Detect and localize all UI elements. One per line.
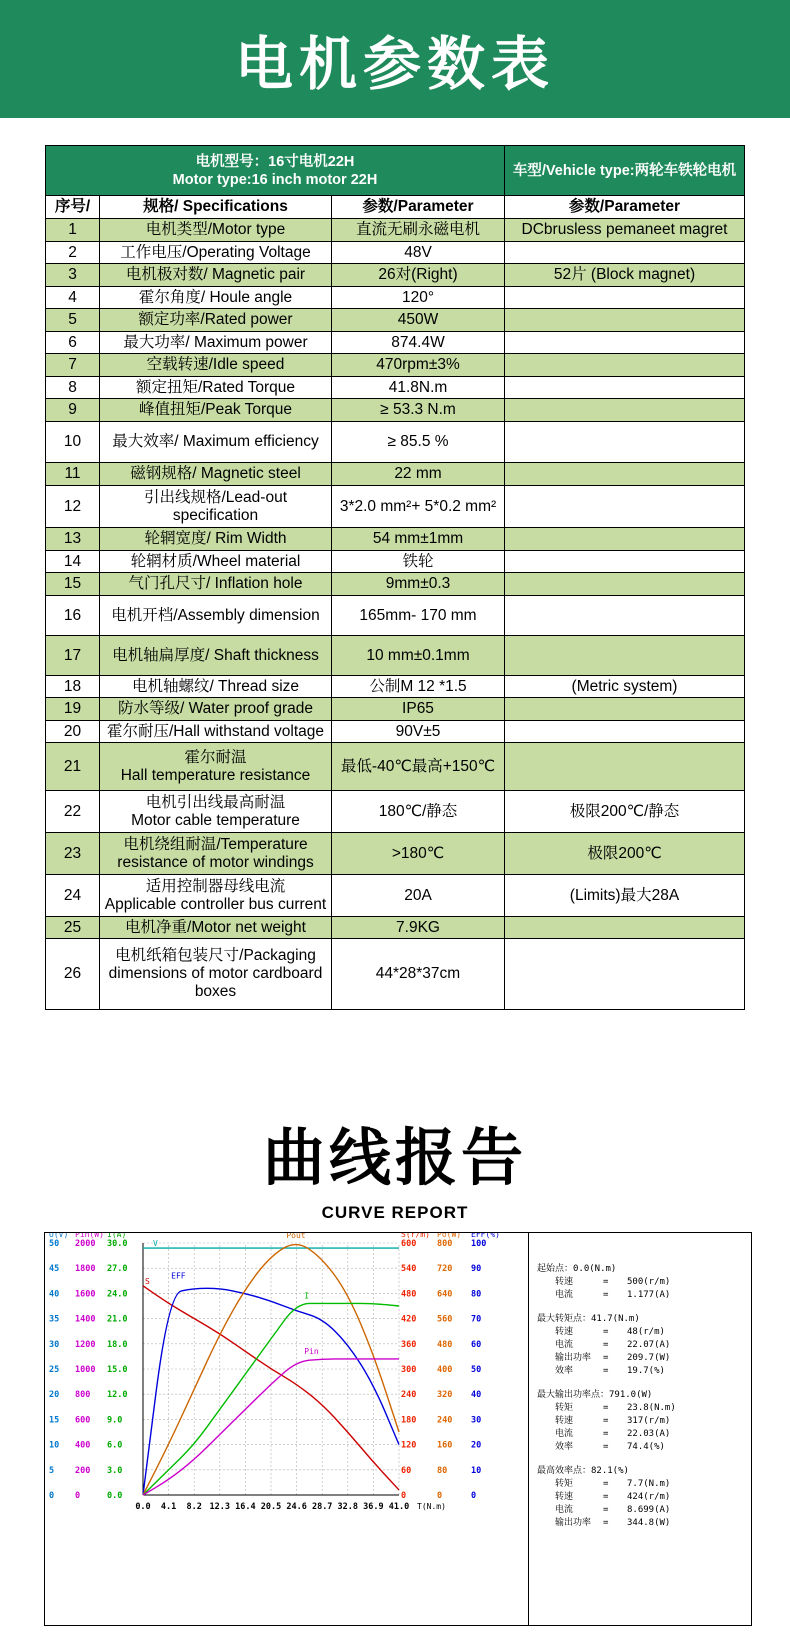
row-spec: 最大效率/ Maximum efficiency — [100, 422, 332, 463]
right-tick-label: 540 — [401, 1264, 417, 1275]
x-tick-label: 32.8 — [337, 1502, 359, 1512]
row-extra — [505, 486, 745, 528]
left-tick-label: 800 — [75, 1390, 91, 1401]
left-tick-label: 1000 — [75, 1365, 96, 1375]
row-param: 450W — [332, 309, 505, 332]
key-point-row: 效率 = 19.7(%) — [555, 1365, 665, 1376]
row-extra — [505, 698, 745, 721]
curve-chart — [45, 1233, 528, 1625]
key-point-title: 最高效率点：82.1(%) — [537, 1466, 629, 1477]
row-spec: 额定功率/Rated power — [100, 309, 332, 332]
right-tick-label: 120 — [401, 1440, 417, 1451]
right-tick-label: 60 — [401, 1465, 412, 1476]
left-tick-label: 50 — [49, 1239, 60, 1249]
table-row — [46, 422, 745, 463]
row-number: 8 — [46, 377, 100, 399]
row-param: ≥ 53.3 N.m — [332, 399, 505, 422]
column-header-row — [46, 196, 745, 219]
table-row — [46, 242, 745, 264]
left-tick-label: 1200 — [75, 1339, 96, 1350]
table-row — [46, 309, 745, 332]
row-spec: 霍尔角度/ Houle angle — [100, 287, 332, 309]
left-tick-label: 1800 — [75, 1264, 96, 1275]
row-number: 5 — [46, 309, 100, 332]
x-tick-label: 4.1 — [160, 1502, 177, 1512]
right-tick-label: 100 — [471, 1239, 487, 1249]
left-tick-label: 9.0 — [107, 1415, 123, 1426]
right-tick-label: 720 — [437, 1264, 453, 1275]
table-row — [46, 939, 745, 1010]
row-param: 公制M 12 *1.5 — [332, 676, 505, 698]
model-line-cn: 电机型号：16寸电机22H — [195, 153, 355, 170]
right-tick-label: 60 — [471, 1339, 482, 1350]
row-spec: 电机引出线最高耐温 Motor cable temperature — [100, 791, 332, 833]
row-spec: 防水等级/ Water proof grade — [100, 698, 332, 721]
row-param: 54 mm±1mm — [332, 528, 505, 551]
left-tick-label: 40 — [49, 1289, 60, 1300]
row-spec: 电机净重/Motor net weight — [100, 917, 332, 939]
row-param: 470rpm±3% — [332, 354, 505, 377]
table-row — [46, 833, 745, 875]
left-tick-label: 45 — [49, 1264, 60, 1275]
right-tick-label: 70 — [471, 1314, 482, 1325]
row-extra — [505, 463, 745, 486]
row-spec: 磁钢规格/ Magnetic steel — [100, 463, 332, 486]
left-tick-label: 24.0 — [107, 1289, 128, 1300]
model-header-row — [46, 146, 745, 196]
key-point-row: 转矩 = 7.7(N.m) — [555, 1479, 671, 1490]
left-axis-label: Pin(W) — [75, 1233, 104, 1239]
key-point-row: 电流 = 22.07(A) — [555, 1339, 671, 1350]
key-point-title: 最大转矩点：41.7(N.m) — [537, 1314, 640, 1325]
key-point-row: 输出功率 = 344.8(W) — [555, 1517, 671, 1528]
row-number: 1 — [46, 219, 100, 242]
series-label: Pin — [304, 1346, 319, 1356]
right-tick-label: 240 — [437, 1415, 453, 1426]
row-extra — [505, 377, 745, 399]
row-param: 874.4W — [332, 332, 505, 354]
title-banner — [0, 0, 790, 118]
row-extra — [505, 551, 745, 573]
row-extra: 极限200℃ — [505, 833, 745, 875]
table-row — [46, 377, 745, 399]
row-param: 10 mm±0.1mm — [332, 636, 505, 676]
table-row — [46, 332, 745, 354]
right-axis-label: S(r/m) — [401, 1233, 430, 1239]
table-row — [46, 698, 745, 721]
row-param: 22 mm — [332, 463, 505, 486]
row-number: 2 — [46, 242, 100, 264]
right-tick-label: 90 — [471, 1264, 482, 1275]
table-row — [46, 875, 745, 917]
row-number: 13 — [46, 528, 100, 551]
table-row — [46, 596, 745, 636]
table-row — [46, 528, 745, 551]
row-param: 3*2.0 mm²+ 5*0.2 mm² — [332, 486, 505, 528]
row-spec: 峰值扭矩/Peak Torque — [100, 399, 332, 422]
row-extra — [505, 528, 745, 551]
row-param: 41.8N.m — [332, 377, 505, 399]
table-row — [46, 636, 745, 676]
right-tick-label: 50 — [471, 1365, 482, 1375]
x-tick-label: 8.2 — [186, 1502, 202, 1512]
chart-divider — [528, 1233, 529, 1625]
row-number: 20 — [46, 721, 100, 743]
row-spec: 工作电压/Operating Voltage — [100, 242, 332, 264]
row-spec: 最大功率/ Maximum power — [100, 332, 332, 354]
row-extra — [505, 309, 745, 332]
right-tick-label: 240 — [401, 1390, 417, 1401]
row-extra: (Metric system) — [505, 676, 745, 698]
model-cell — [46, 146, 505, 196]
right-tick-label: 10 — [471, 1465, 482, 1476]
left-tick-label: 20 — [49, 1390, 60, 1401]
left-tick-label: 30.0 — [107, 1239, 128, 1249]
x-tick-label: 0.0 — [135, 1502, 151, 1512]
left-tick-label: 21.0 — [107, 1314, 128, 1325]
x-axis-label: T(N.m) — [417, 1502, 446, 1511]
row-number: 7 — [46, 354, 100, 377]
row-extra — [505, 743, 745, 791]
left-tick-label: 12.0 — [107, 1390, 128, 1401]
right-tick-label: 0 — [437, 1491, 443, 1501]
series-label: EFF — [171, 1271, 186, 1281]
key-point-row: 转速 = 424(r/m) — [555, 1491, 671, 1502]
key-point-row: 转速 = 48(r/m) — [555, 1327, 665, 1338]
series-label: S — [145, 1276, 150, 1286]
curve-title: 曲线报告 — [262, 1121, 527, 1194]
row-extra — [505, 917, 745, 939]
row-spec: 引出线规格/Lead-out specification — [100, 486, 332, 528]
right-tick-label: 0 — [471, 1491, 477, 1501]
row-extra — [505, 354, 745, 377]
left-axis-label: U(V) — [49, 1233, 69, 1239]
key-point-row: 输出功率 = 209.7(W) — [555, 1352, 671, 1363]
table-row — [46, 264, 745, 287]
key-point-row: 转矩 = 23.8(N.m) — [555, 1403, 676, 1414]
row-number: 11 — [46, 463, 100, 486]
left-tick-label: 35 — [49, 1314, 60, 1325]
row-number: 14 — [46, 551, 100, 573]
row-extra: DCbrusless pemaneet magret — [505, 219, 745, 242]
row-extra — [505, 422, 745, 463]
row-spec: 电机轴扁厚度/ Shaft thickness — [100, 636, 332, 676]
row-extra: (Limits)最大28A — [505, 875, 745, 917]
row-number: 16 — [46, 596, 100, 636]
key-point-row: 转速 = 317(r/m) — [555, 1415, 671, 1426]
curve-chart-panel — [44, 1232, 752, 1626]
table-row — [46, 917, 745, 939]
row-param: 7.9KG — [332, 917, 505, 939]
left-tick-label: 27.0 — [107, 1264, 128, 1275]
key-point-row: 电流 = 1.177(A) — [555, 1289, 671, 1300]
row-number: 9 — [46, 399, 100, 422]
table-row — [46, 287, 745, 309]
series-label: V — [153, 1239, 158, 1249]
row-extra — [505, 332, 745, 354]
row-param: >180℃ — [332, 833, 505, 875]
row-number: 25 — [46, 917, 100, 939]
row-spec: 轮辋宽度/ Rim Width — [100, 528, 332, 551]
x-tick-label: 12.3 — [209, 1502, 231, 1512]
row-param: 20A — [332, 875, 505, 917]
right-tick-label: 300 — [401, 1365, 417, 1375]
right-tick-label: 360 — [401, 1339, 417, 1350]
row-param: 180℃/静态 — [332, 791, 505, 833]
key-point-row: 电流 = 22.03(A) — [555, 1428, 671, 1439]
row-spec: 电机极对数/ Magnetic pair — [100, 264, 332, 287]
right-tick-label: 0 — [401, 1491, 407, 1501]
row-param: ≥ 85.5 % — [332, 422, 505, 463]
left-tick-label: 1400 — [75, 1314, 96, 1325]
row-spec: 额定扭矩/Rated Torque — [100, 377, 332, 399]
left-tick-label: 2000 — [75, 1239, 96, 1249]
key-point-row: 效率 = 74.4(%) — [555, 1441, 665, 1452]
row-extra — [505, 596, 745, 636]
row-number: 15 — [46, 573, 100, 596]
left-tick-label: 200 — [75, 1465, 91, 1476]
model-line-en: Motor type:16 inch motor 22H — [172, 171, 378, 188]
row-number: 24 — [46, 875, 100, 917]
x-tick-label: 36.9 — [363, 1502, 384, 1512]
right-tick-label: 600 — [401, 1239, 417, 1249]
curve-report-heading — [0, 1108, 790, 1223]
row-param: 最低-40℃最高+150℃ — [332, 743, 505, 791]
row-spec: 电机轴螺纹/ Thread size — [100, 676, 332, 698]
left-tick-label: 400 — [75, 1440, 91, 1451]
row-spec: 空载转速/Idle speed — [100, 354, 332, 377]
col-no: 序号/ — [46, 196, 100, 219]
key-point-row: 转速 = 500(r/m) — [555, 1276, 671, 1287]
row-spec: 电机纸箱包装尺寸/Packaging dimensions of motor cardboard boxes — [100, 939, 332, 1010]
row-spec: 电机类型/Motor type — [100, 219, 332, 242]
row-spec: 电机开档/Assembly dimension — [100, 596, 332, 636]
right-tick-label: 80 — [471, 1289, 482, 1300]
left-tick-label: 1600 — [75, 1289, 96, 1300]
right-tick-label: 180 — [401, 1415, 417, 1426]
right-axis-label: EFF(%) — [471, 1233, 500, 1239]
spec-table — [45, 145, 745, 1010]
series-s — [143, 1286, 399, 1490]
right-tick-label: 400 — [437, 1365, 453, 1375]
row-number: 18 — [46, 676, 100, 698]
row-number: 26 — [46, 939, 100, 1010]
row-number: 23 — [46, 833, 100, 875]
table-row — [46, 219, 745, 242]
row-spec: 霍尔耐温 Hall temperature resistance — [100, 743, 332, 791]
right-tick-label: 480 — [437, 1339, 453, 1350]
table-row — [46, 743, 745, 791]
row-extra — [505, 939, 745, 1010]
row-param: 48V — [332, 242, 505, 264]
key-point-row: 电流 = 8.699(A) — [555, 1504, 671, 1515]
x-tick-label: 41.0 — [388, 1502, 410, 1512]
row-extra — [505, 399, 745, 422]
row-param: 44*28*37cm — [332, 939, 505, 1010]
right-tick-label: 800 — [437, 1239, 453, 1249]
x-tick-label: 28.7 — [311, 1502, 333, 1512]
left-tick-label: 3.0 — [107, 1465, 123, 1476]
row-extra: 52片 (Block magnet) — [505, 264, 745, 287]
table-row — [46, 354, 745, 377]
right-tick-label: 480 — [401, 1289, 417, 1300]
left-tick-label: 30 — [49, 1339, 60, 1350]
row-number: 6 — [46, 332, 100, 354]
x-tick-label: 16.4 — [235, 1502, 256, 1512]
col-param2: 参数/Parameter — [505, 196, 745, 219]
row-param: 9mm±0.3 — [332, 573, 505, 596]
left-tick-label: 5 — [49, 1465, 55, 1476]
left-tick-label: 18.0 — [107, 1339, 128, 1350]
col-spec: 规格/ Specifications — [100, 196, 332, 219]
row-extra — [505, 721, 745, 743]
left-tick-label: 600 — [75, 1415, 91, 1426]
left-axis-label: I(A) — [107, 1233, 127, 1239]
row-number: 10 — [46, 422, 100, 463]
row-number: 22 — [46, 791, 100, 833]
right-tick-label: 40 — [471, 1390, 482, 1401]
row-param: 直流无刷永磁电机 — [332, 219, 505, 242]
right-tick-label: 20 — [471, 1440, 482, 1451]
table-row — [46, 551, 745, 573]
row-number: 4 — [46, 287, 100, 309]
row-extra: 极限200℃/静态 — [505, 791, 745, 833]
table-row — [46, 791, 745, 833]
row-extra — [505, 242, 745, 264]
key-point-title: 起始点：0.0(N.m) — [537, 1264, 617, 1274]
col-param: 参数/Parameter — [332, 196, 505, 219]
table-row — [46, 486, 745, 528]
row-number: 19 — [46, 698, 100, 721]
row-param: 90V±5 — [332, 721, 505, 743]
row-number: 21 — [46, 743, 100, 791]
row-param: 120° — [332, 287, 505, 309]
series-eff — [143, 1288, 399, 1495]
page-title: 电机参数表 — [234, 30, 555, 98]
right-tick-label: 560 — [437, 1314, 453, 1325]
right-tick-label: 80 — [437, 1465, 448, 1476]
row-extra — [505, 573, 745, 596]
row-number: 12 — [46, 486, 100, 528]
left-tick-label: 0 — [49, 1491, 55, 1501]
right-tick-label: 420 — [401, 1314, 417, 1325]
left-tick-label: 15 — [49, 1415, 60, 1426]
right-tick-label: 320 — [437, 1390, 453, 1401]
left-tick-label: 0.0 — [107, 1491, 123, 1501]
x-tick-label: 20.5 — [260, 1502, 282, 1512]
row-number: 3 — [46, 264, 100, 287]
key-point-title: 最大输出功率点：791.0(W) — [537, 1390, 653, 1401]
table-row — [46, 721, 745, 743]
row-param: 26对(Right) — [332, 264, 505, 287]
row-spec: 气门孔尺寸/ Inflation hole — [100, 573, 332, 596]
right-tick-label: 640 — [437, 1289, 453, 1300]
row-spec: 轮辋材质/Wheel material — [100, 551, 332, 573]
row-number: 17 — [46, 636, 100, 676]
table-row — [46, 463, 745, 486]
left-tick-label: 15.0 — [107, 1365, 128, 1375]
row-extra — [505, 287, 745, 309]
series-label: I — [304, 1291, 310, 1301]
row-spec: 电机绕组耐温/Temperature resistance of motor windings — [100, 833, 332, 875]
right-axis-label: Po(W) — [437, 1233, 462, 1239]
right-tick-label: 160 — [437, 1440, 453, 1451]
left-tick-label: 10 — [49, 1440, 60, 1451]
right-tick-label: 30 — [471, 1415, 482, 1426]
x-tick-label: 24.6 — [286, 1502, 307, 1512]
spec-body — [46, 219, 745, 1010]
left-tick-label: 6.0 — [107, 1440, 123, 1451]
table-row — [46, 676, 745, 698]
left-tick-label: 25 — [49, 1365, 60, 1375]
series-label: Pout — [286, 1233, 306, 1240]
key-points-panel — [537, 1233, 747, 1529]
row-param: 165mm- 170 mm — [332, 596, 505, 636]
table-row — [46, 573, 745, 596]
row-param: IP65 — [332, 698, 505, 721]
row-spec: 霍尔耐压/Hall withstand voltage — [100, 721, 332, 743]
left-tick-label: 0 — [75, 1491, 81, 1501]
table-row — [46, 399, 745, 422]
row-param: 铁轮 — [332, 551, 505, 573]
vehicle-cell: 车型/Vehicle type:两轮车铁轮电机 — [505, 146, 745, 196]
curve-subtitle: CURVE REPORT — [321, 1203, 469, 1222]
row-spec: 适用控制器母线电流 Applicable controller bus current — [100, 875, 332, 917]
row-extra — [505, 636, 745, 676]
